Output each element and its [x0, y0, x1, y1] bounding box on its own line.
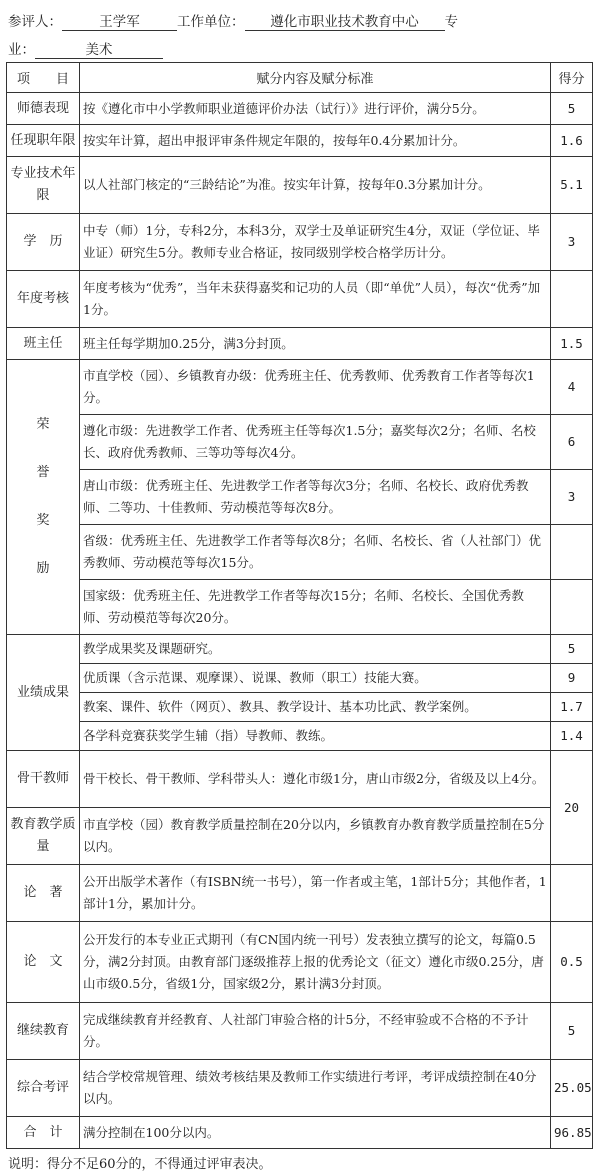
table-row [7, 865, 593, 922]
score-backbone-quality: 20 [551, 751, 593, 865]
content-achievement-2: 优质课（含示范课、观摩课）、说课、教师（职工）技能大赛。 [80, 664, 551, 693]
content-quality: 市直学校（园）教育教学质量控制在20分以内，乡镇教育办教育教学质量控制在5分以内。 [80, 808, 551, 865]
score-headteacher: 1.5 [551, 328, 593, 360]
content-honor-5: 国家级：优秀班主任、先进教学工作者等每次15分；名师、名校长、全国优秀教师、劳动模范等每次20分。 [80, 580, 551, 635]
honor-char-2: 誉 [36, 465, 50, 480]
table-header-row [7, 63, 593, 93]
score-comprehensive: 25.05 [551, 1060, 593, 1117]
content-backbone: 骨干校长、骨干教师、学科带头人：遵化市级1分，唐山市级2分，省级及以上4分。 [80, 751, 551, 808]
item-continuing: 继续教育 [7, 1003, 80, 1060]
score-honor-5 [551, 580, 593, 635]
col-header-content: 赋分内容及赋分标准 [80, 63, 551, 93]
footer-note: 说明：得分不足60分的，不得通过评审表决。 [8, 1157, 272, 1172]
item-headteacher: 班主任 [7, 328, 80, 360]
table-row [7, 1060, 593, 1117]
score-continuing: 5 [551, 1003, 593, 1060]
major-value: 美术 [35, 42, 163, 59]
table-row [7, 1003, 593, 1060]
score-tech-years: 5.1 [551, 157, 593, 214]
table-row [7, 751, 593, 808]
table-row [7, 808, 593, 865]
content-works: 公开出版学术著作（有ISBN统一书号），第一作者或主笔，1部计5分；其他作者，1部计1分，累加计分。 [80, 865, 551, 922]
content-headteacher: 班主任每学期加0.25分，满3分封顶。 [80, 328, 551, 360]
table-row [7, 1117, 593, 1149]
score-honor-1: 4 [551, 360, 593, 415]
table-row [7, 580, 593, 635]
unit-name: 遵化市职业技术教育中心 [245, 14, 445, 31]
item-tech-years: 专业技术年限 [7, 157, 80, 214]
form-header [0, 0, 600, 62]
item-quality: 教育教学质量 [7, 808, 80, 865]
table-row [7, 635, 593, 664]
header-line-2 [8, 38, 163, 59]
table-row [7, 664, 593, 693]
score-honor-2: 6 [551, 415, 593, 470]
content-tech-years: 以人社部门核定的“三龄结论”为准。按实年计算，按每年0.3分累加计分。 [80, 157, 551, 214]
item-annual: 年度考核 [7, 271, 80, 328]
score-achievement-2: 9 [551, 664, 593, 693]
item-works: 论 著 [7, 865, 80, 922]
score-papers: 0.5 [551, 922, 593, 1003]
table-row [7, 722, 593, 751]
table-row [7, 693, 593, 722]
content-education: 中专（师）1分，专科2分，本科3分，双学士及单证研究生4分，双证（学位证、毕业证）研究生5分。教师专业合格证，按同级别学校合格学历计分。 [80, 214, 551, 271]
content-honor-3: 唐山市级：优秀班主任、先进教学工作者等每次3分；名师、名校长、政府优秀教师、二等功、十佳教师、劳动模范等每次8分。 [80, 470, 551, 525]
reviewer-name: 王学军 [62, 14, 177, 31]
reviewer-label: 参评人： [8, 14, 62, 30]
score-achievement-3: 1.7 [551, 693, 593, 722]
item-tenure: 任现职年限 [7, 125, 80, 157]
table-row [7, 525, 593, 580]
item-total: 合 计 [7, 1117, 80, 1149]
item-education: 学 历 [7, 214, 80, 271]
content-annual: 年度考核为“优秀”，当年未获得嘉奖和记功的人员（即“单优”人员），每次“优秀”加1分。 [80, 271, 551, 328]
score-honor-4 [551, 525, 593, 580]
score-total: 96.85 [551, 1117, 593, 1149]
content-achievement-3: 教案、课件、软件（网页）、教具、教学设计、基本功比武、教学案例。 [80, 693, 551, 722]
item-papers: 论 文 [7, 922, 80, 1003]
content-total: 满分控制在100分以内。 [80, 1117, 551, 1149]
table-row [7, 157, 593, 214]
table-row [7, 125, 593, 157]
content-comprehensive: 结合学校常规管理、绩效考核结果及教师工作实绩进行考评，考评成绩控制在40分以内。 [80, 1060, 551, 1117]
item-achievement: 业绩成果 [7, 635, 80, 751]
item-backbone: 骨干教师 [7, 751, 80, 808]
content-honor-4: 省级：优秀班主任、先进教学工作者等每次8分；名师、名校长、省（人社部门）优秀教师、劳动模范等每次15分。 [80, 525, 551, 580]
major-label-b: 业： [8, 42, 35, 58]
honor-char-3: 奖 [36, 513, 50, 528]
table-row [7, 415, 593, 470]
content-ethics: 按《遵化市中小学教师职业道德评价办法（试行）》进行评价，满分5分。 [80, 93, 551, 125]
score-education: 3 [551, 214, 593, 271]
col-header-item: 项 目 [7, 63, 80, 93]
content-papers: 公开发行的本专业正式期刊（有CN国内统一刊号）发表独立撰写的论文，每篇0.5分，满2分封顶。由教育部门逐级推荐上报的优秀论文（征文）遵化市级0.25分，唐山市级0.5分，省级1分，国家级2分，累计满3分封顶。 [80, 922, 551, 1003]
score-achievement-1: 5 [551, 635, 593, 664]
table-row [7, 271, 593, 328]
header-line-1 [8, 10, 458, 31]
honor-char-1: 荣 [36, 417, 50, 432]
score-annual [551, 271, 593, 328]
table-row [7, 93, 593, 125]
unit-label: 工作单位： [177, 14, 245, 30]
content-achievement-4: 各学科竞赛获奖学生辅（指）导教师、教练。 [80, 722, 551, 751]
table-row [7, 360, 593, 415]
item-ethics: 师德表现 [7, 93, 80, 125]
item-comprehensive: 综合考评 [7, 1060, 80, 1117]
content-continuing: 完成继续教育并经教育、人社部门审验合格的计5分，不经审验或不合格的不予计分。 [80, 1003, 551, 1060]
content-honor-1: 市直学校（园）、乡镇教育办级：优秀班主任、优秀教师、优秀教育工作者等每次1分。 [80, 360, 551, 415]
score-table [6, 62, 593, 1149]
content-achievement-1: 教学成果奖及课题研究。 [80, 635, 551, 664]
score-ethics: 5 [551, 93, 593, 125]
item-honor [7, 360, 80, 635]
score-honor-3: 3 [551, 470, 593, 525]
content-tenure: 按实年计算，超出申报评审条件规定年限的，按每年0.4分累加计分。 [80, 125, 551, 157]
major-label-a: 专 [444, 14, 458, 30]
table-row [7, 470, 593, 525]
table-row [7, 328, 593, 360]
score-achievement-4: 1.4 [551, 722, 593, 751]
score-tenure: 1.6 [551, 125, 593, 157]
col-header-score: 得分 [551, 63, 593, 93]
table-row [7, 214, 593, 271]
table-row [7, 922, 593, 1003]
content-honor-2: 遵化市级：先进教学工作者、优秀班主任等每次1.5分；嘉奖每次2分；名师、名校长、政府优秀教师、三等功等每次4分。 [80, 415, 551, 470]
honor-char-4: 励 [36, 561, 50, 576]
score-works [551, 865, 593, 922]
